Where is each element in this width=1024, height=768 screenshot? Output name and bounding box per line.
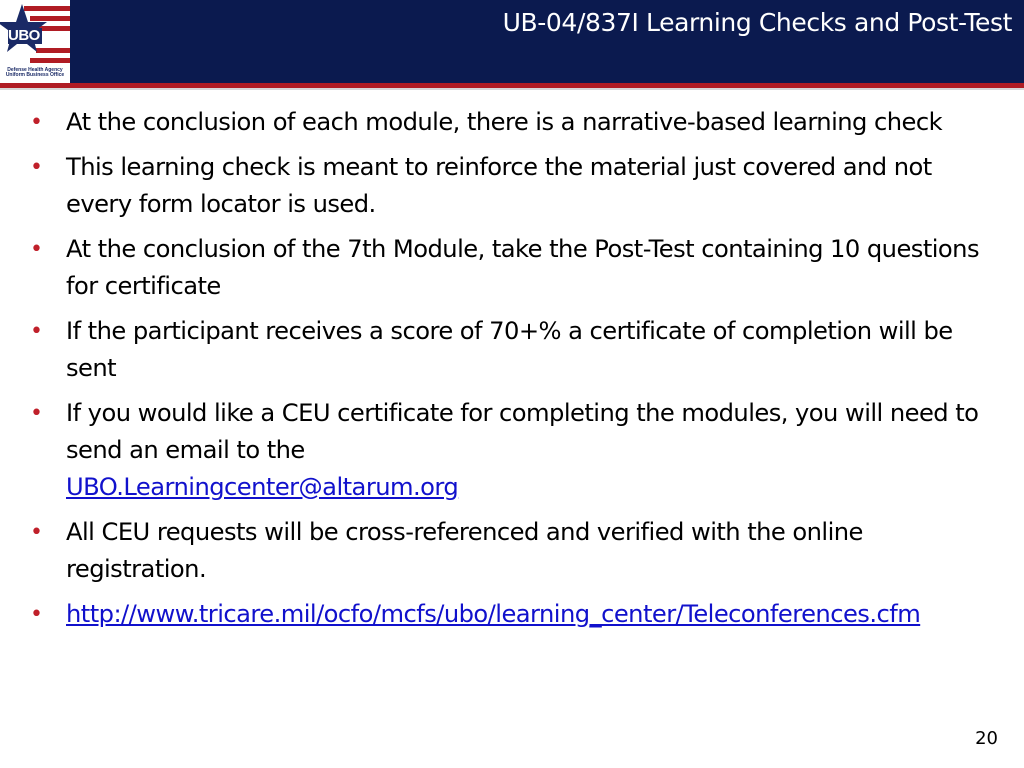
bullet-text: All CEU requests will be cross-referenced and verified with the online registration. (66, 518, 863, 583)
bullet-item (30, 313, 995, 387)
logo-caption: Defense Health Agency Uniform Business Office (5, 67, 65, 78)
bullet-dot-icon: • (30, 401, 43, 426)
bullet-dot-icon: • (30, 602, 43, 627)
slide-title: UB-04/837I Learning Checks and Post-Test (502, 8, 1012, 37)
page-number: 20 (975, 728, 998, 749)
bullet-text: At the conclusion of the 7th Module, take the Post-Test containing 10 questions for certificate (66, 235, 980, 300)
bullet-item (30, 514, 995, 588)
bullet-text: If the participant receives a score of 70+% a certificate of completion will be sent (66, 317, 953, 382)
bullet-text: This learning check is meant to reinforce the material just covered and not every form locator is used. (66, 153, 932, 218)
bullet-text: At the conclusion of each module, there is a narrative-based learning check (66, 108, 943, 136)
bullet-dot-icon: • (30, 319, 43, 344)
bullet-item (30, 395, 995, 506)
bullet-list (30, 104, 995, 641)
bullet-dot-icon: • (30, 110, 43, 135)
bullet-item (30, 104, 995, 141)
email-link[interactable]: UBO.Learningcenter@altarum.org (66, 473, 459, 501)
bullet-dot-icon: • (30, 237, 43, 262)
ubo-logo (0, 0, 70, 83)
bullet-item (30, 231, 995, 305)
bullet-dot-icon: • (30, 520, 43, 545)
teleconferences-link[interactable]: http://www.tricare.mil/ocfo/mcfs/ubo/learning_center/Teleconferences.cfm (66, 600, 921, 628)
header-divider (0, 88, 1024, 90)
bullet-text: If you would like a CEU certificate for completing the modules, you will need to send an email to the (66, 399, 979, 464)
logo-text: UBO (8, 27, 40, 44)
slide-header (0, 0, 1024, 83)
bullet-dot-icon: • (30, 155, 43, 180)
bullet-item (30, 596, 995, 633)
bullet-item (30, 149, 995, 223)
